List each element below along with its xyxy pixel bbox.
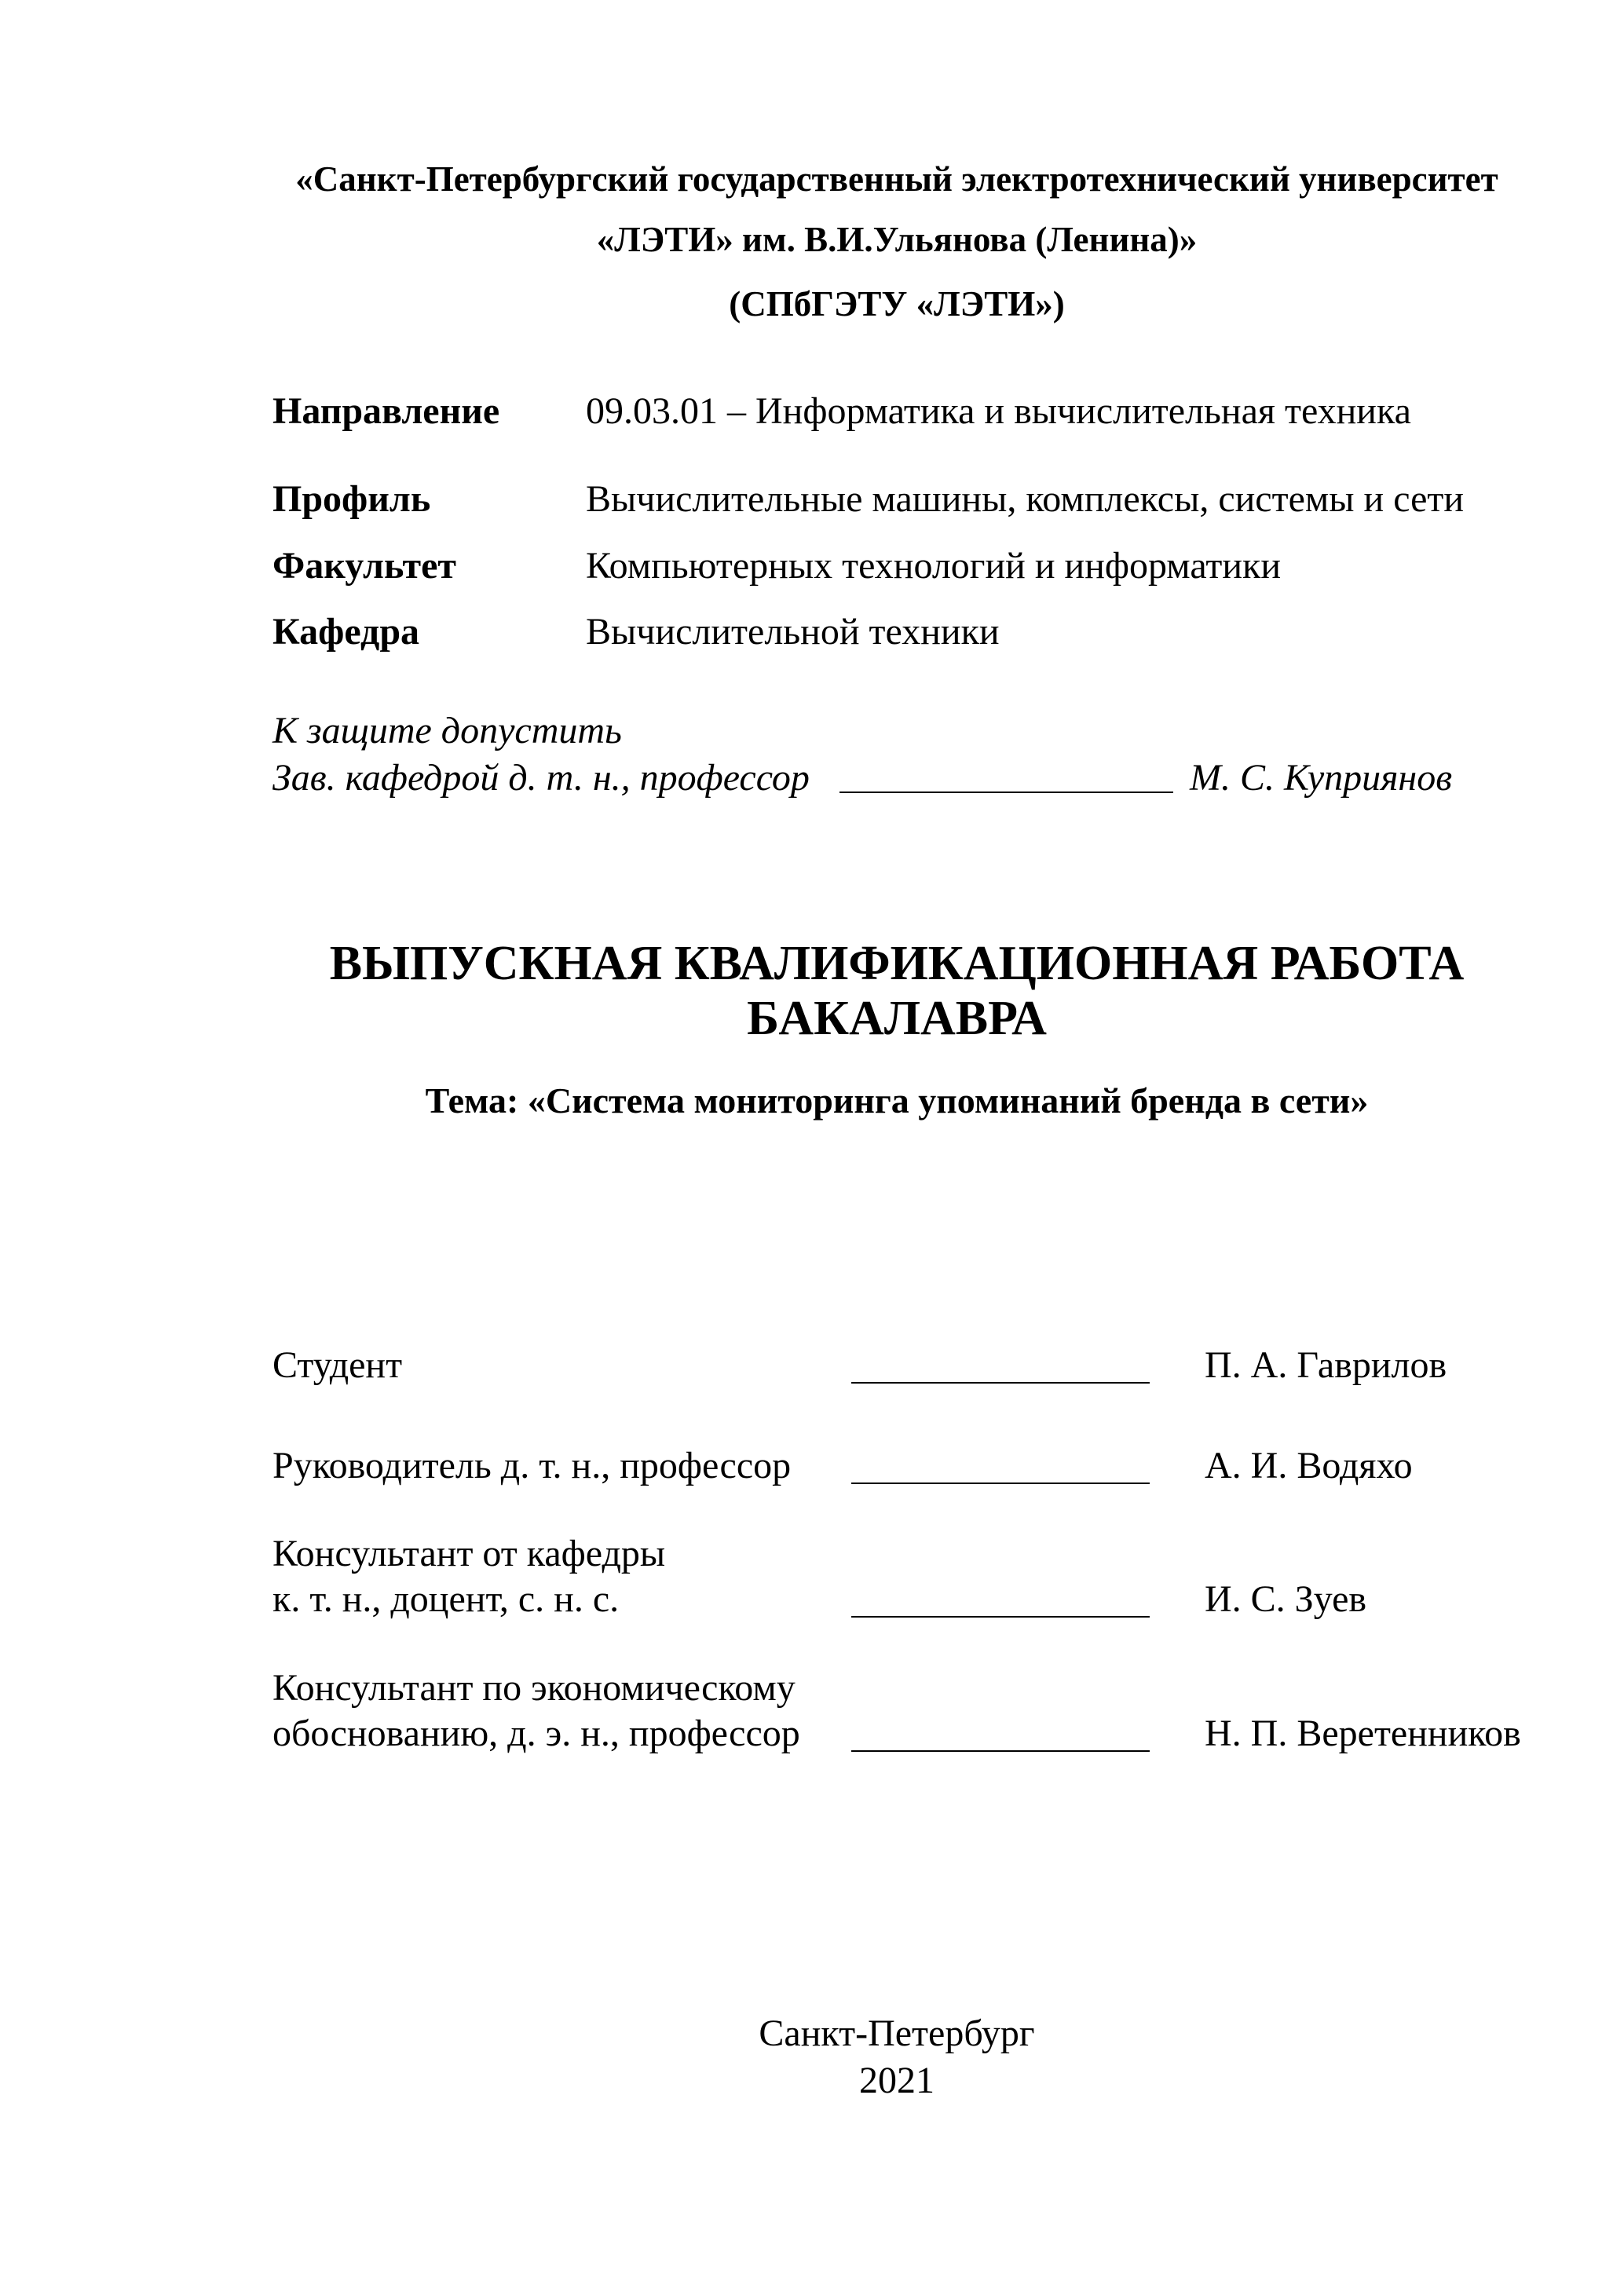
approval-heading: К защите допустить [272,710,622,751]
signature-line [851,1483,1150,1484]
signature-role: Консультант по экономическому [272,1667,796,1709]
signature-name: Н. П. Веретенников [1205,1713,1521,1754]
signature-name: А. И. Водяхо [1205,1445,1413,1486]
signature-name: П. А. Гаврилов [1205,1344,1447,1386]
signature-role: Руководитель д. т. н., профессор [272,1445,792,1486]
university-abbreviation: (СПбГЭТУ «ЛЭТИ») [729,284,1065,324]
university-name-line1: «Санкт-Петербургский государственный электротехнический университет [295,159,1498,199]
direction-value: 09.03.01 – Информатика и вычислительная техника [586,390,1411,432]
year: 2021 [859,2060,935,2101]
signature-role: Консультант от кафедры [272,1533,666,1574]
document-topic: Тема: «Система мониторинга упоминаний бренда в сети» [425,1080,1369,1121]
signature-role-detail: обоснованию, д. э. н., профессор [272,1713,800,1754]
document-title-line2: БАКАЛАВРА [747,992,1047,1045]
direction-label: Направление [272,390,500,432]
document-title-line1: ВЫПУСКНАЯ КВАЛИФИКАЦИОННАЯ РАБОТА [329,937,1465,990]
university-name-line2: «ЛЭТИ» им. В.И.Ульянова (Ленина)» [596,220,1198,259]
department-value: Вычислительной техники [586,611,1000,653]
signature-line [851,1382,1150,1384]
signature-name: И. С. Зуев [1205,1578,1367,1620]
approval-name: М. С. Куприянов [1190,757,1453,799]
city: Санкт-Петербург [759,2013,1035,2054]
signature-line [851,1616,1150,1618]
approval-role: Зав. кафедрой д. т. н., профессор [272,757,810,799]
faculty-value: Компьютерных технологий и информатики [586,545,1282,587]
profile-value: Вычислительные машины, комплексы, системы и сети [586,478,1465,520]
approval-signature-line [839,792,1173,793]
signature-line [851,1750,1150,1752]
faculty-label: Факультет [272,545,456,587]
profile-label: Профиль [272,478,431,520]
department-label: Кафедра [272,611,420,653]
signature-role: Студент [272,1344,403,1386]
signature-role-detail: к. т. н., доцент, с. н. с. [272,1578,620,1620]
